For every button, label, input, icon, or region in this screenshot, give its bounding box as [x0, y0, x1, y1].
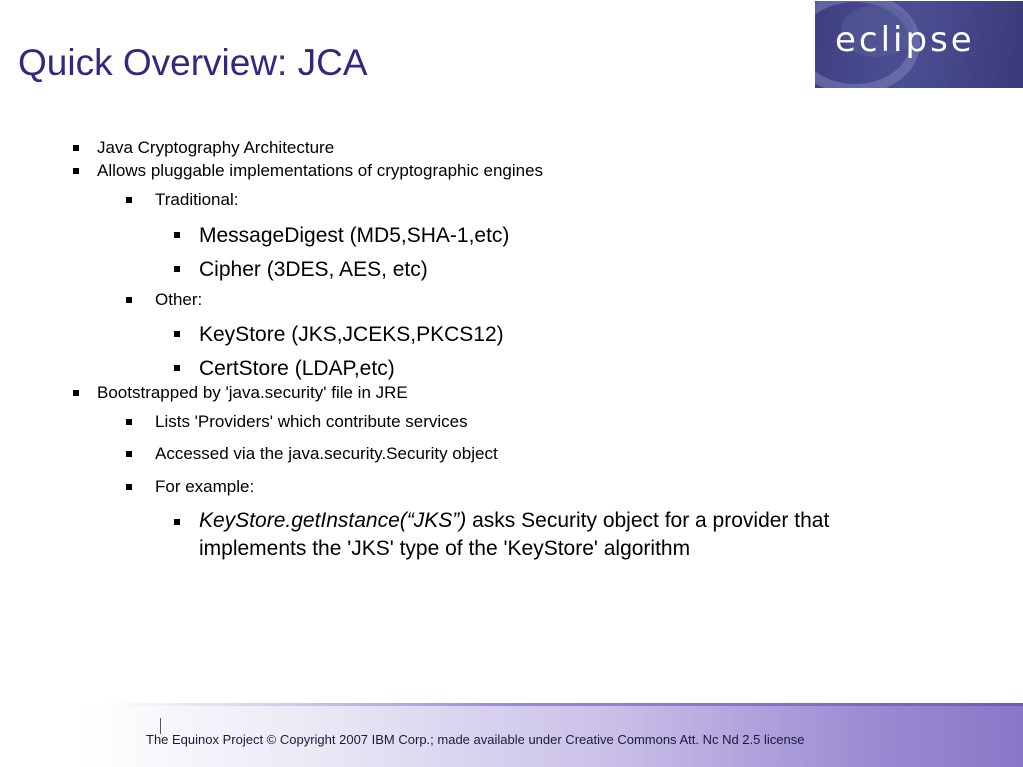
eclipse-logo-text: eclipse	[835, 20, 975, 60]
bullet-text: MessageDigest (MD5,SHA-1,etc)	[199, 224, 510, 247]
slide-title: Quick Overview: JCA	[18, 42, 368, 83]
footer-divider	[0, 703, 1023, 706]
square-bullet-icon	[126, 197, 132, 203]
code-snippet: KeyStore.getInstance(“JKS”)	[199, 509, 467, 532]
square-bullet-icon	[73, 145, 79, 151]
square-bullet-icon	[174, 331, 180, 337]
bullet-text	[199, 507, 919, 563]
square-bullet-icon	[126, 451, 132, 457]
square-bullet-icon	[174, 365, 180, 371]
bullet-text: Accessed via the java.security.Security object	[155, 444, 498, 463]
bullet-text: Java Cryptography Architecture	[97, 138, 335, 157]
bullet-text: KeyStore (JKS,JCEKS,PKCS12)	[199, 323, 504, 346]
bullet-text: Traditional:	[155, 190, 239, 209]
square-bullet-icon	[73, 390, 79, 396]
bullet-text: For example:	[155, 477, 255, 496]
square-bullet-icon	[126, 297, 132, 303]
footer-copyright: The Equinox Project © Copyright 2007 IBM Corp.; made available under Creative Commons Att. Nc Nd 2.5 license	[146, 732, 805, 747]
square-bullet-icon	[174, 232, 180, 238]
bullet-text: Allows pluggable implementations of cryptographic engines	[97, 161, 544, 180]
square-bullet-icon	[126, 419, 132, 425]
bullet-text: Cipher (3DES, AES, etc)	[199, 258, 428, 281]
bullet-text: CertStore (LDAP,etc)	[199, 357, 395, 380]
square-bullet-icon	[174, 519, 180, 525]
bullet-text: Lists 'Providers' which contribute services	[155, 412, 468, 431]
square-bullet-icon	[174, 266, 180, 272]
square-bullet-icon	[73, 168, 79, 174]
bullet-text: Other:	[155, 290, 203, 309]
eclipse-logo	[815, 1, 1023, 88]
bullet-text: Bootstrapped by 'java.security' file in JRE	[97, 383, 408, 402]
square-bullet-icon	[126, 484, 132, 490]
bullet-text-rest: asks Security object for a provider that implements the 'JKS' type of the 'KeyStore' algorithm	[199, 509, 830, 560]
